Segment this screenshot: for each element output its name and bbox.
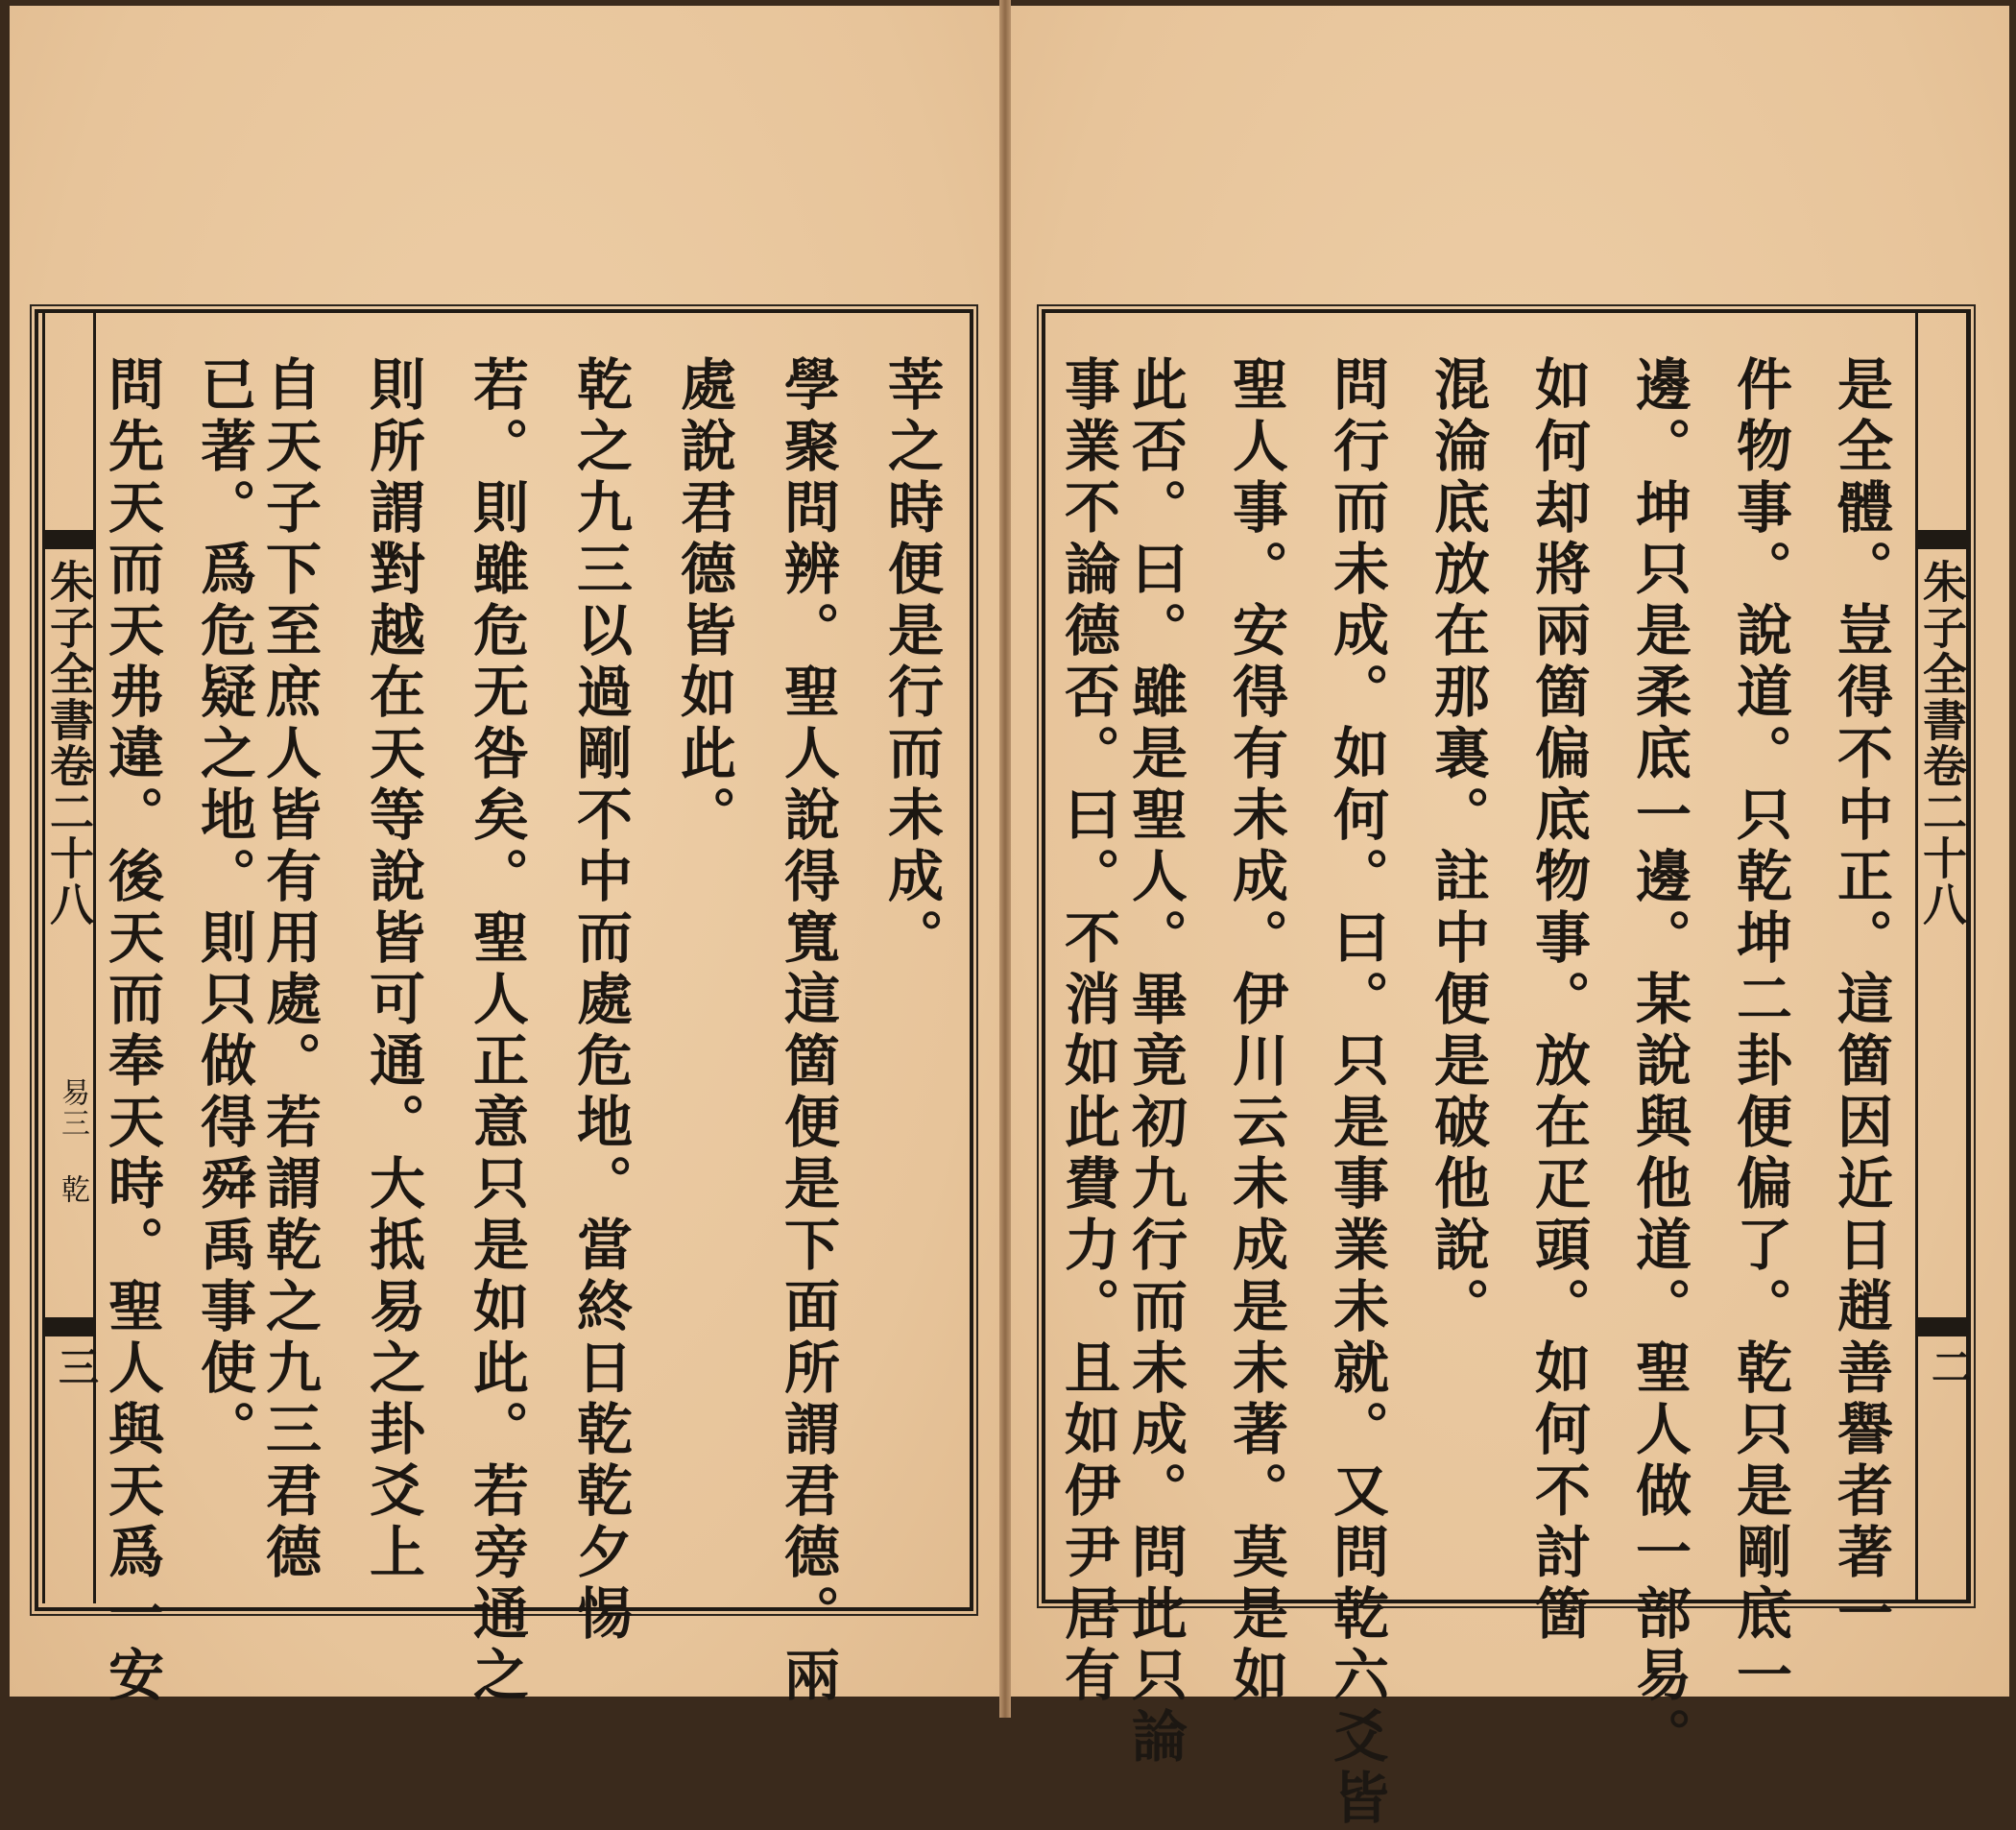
text-column: 若。則雖危无咎矣。聖人正意只是如此。若旁通之: [464, 355, 529, 1707]
text-column: 問行而未成。如何。曰。只是事業未就。又問乾六爻皆: [1324, 355, 1389, 1830]
text-column: 事業不論德否。曰。不消如此費力。且如伊尹居有: [1055, 355, 1120, 1707]
banxin-book-title: 朱子全書卷二十八: [43, 559, 95, 927]
banxin-folio-number: 二: [1926, 1346, 1973, 1386]
right-banxin: [1915, 309, 1973, 1603]
text-column: 已著。爲危疑之地。則只做得舜禹事使。: [191, 355, 256, 1461]
text-column: 聖人事。安得有未成。伊川云未成是未著。莫是如: [1223, 355, 1288, 1707]
text-column: 乾之九三以過剛不中而處危地。當終日乾乾夕惕: [567, 355, 633, 1646]
fish-tail-mark: [1918, 1317, 1966, 1336]
fish-tail-mark: [1918, 530, 1966, 549]
book-spine: [999, 0, 1011, 1718]
left-banxin: [42, 309, 100, 1603]
text-column: 邊。坤只是柔底一邊。某說與他道。聖人做一部易。: [1626, 355, 1692, 1769]
text-column: 處說君德皆如此。: [671, 355, 736, 847]
text-column: 莘之時便是行而未成。: [878, 355, 944, 970]
banxin-book-title: 朱子全書卷二十八: [1916, 559, 1968, 927]
text-column: 問先天而天弗違。後天而奉天時。聖人與天爲一安: [99, 355, 164, 1707]
text-column: 此否。曰。雖是聖人。畢竟初九行而未成。問此只論: [1122, 355, 1188, 1769]
text-column: 是全體。豈得不中正。這箇因近日趙善譽者著一: [1828, 355, 1893, 1646]
fish-tail-mark: [45, 530, 93, 549]
fish-tail-mark: [45, 1317, 93, 1336]
text-column: 件物事。說道。只乾坤二卦便偏了。乾只是剛底一: [1727, 355, 1792, 1707]
banxin-folio-number: 三: [53, 1346, 100, 1386]
text-column: 則所謂對越在天等說皆可通。大抵易之卦爻上: [360, 355, 425, 1584]
text-column: 如何却將兩箇偏底物事。放在疋頭。如何不討箇: [1525, 355, 1591, 1646]
text-column: 混淪底放在那裏。註中便是破他說。: [1425, 355, 1490, 1338]
banxin-section-label: 易三 乾: [56, 1077, 89, 1205]
text-column: 自天子下至庶人皆有用處。若謂乾之九三君德: [256, 355, 322, 1584]
text-column: 學聚問辨。聖人說得寬這箇便是下面所謂君德。兩: [775, 355, 840, 1707]
